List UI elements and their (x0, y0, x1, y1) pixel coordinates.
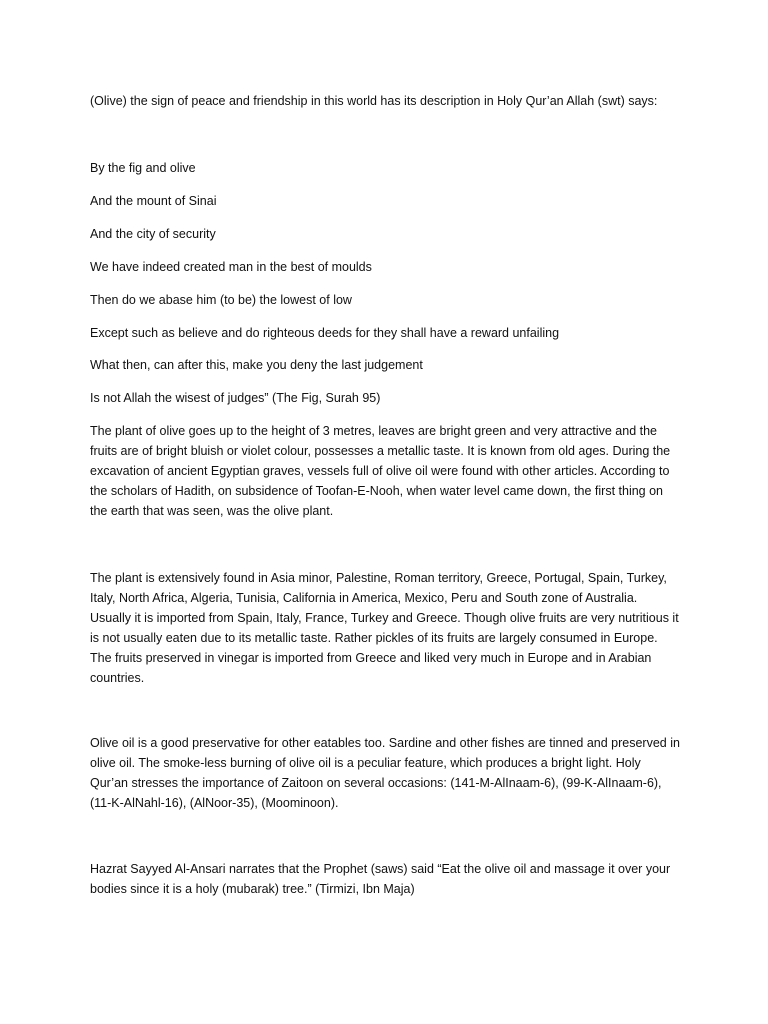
paragraph-olive-oil: Olive oil is a good preservative for other eatables too. Sardine and other fishes are tinned and preserved in olive oil. The smoke-less burning of olive oil is a peculiar feature, which produces a bright light. Holy Qur’an stresses the importance of Zaitoon on several occasions: (141-M-AlInaam-6), (99-K-AlInaam-6), (11-K-AlNahl-16), (AlNoor-35), (Moominoon). (90, 736, 680, 810)
verse-line-1: By the fig and olive (90, 161, 196, 175)
verse-line-8: Is not Allah the wisest of judges” (The Fig, Surah 95) (90, 391, 381, 405)
verse-line-2: And the mount of Sinai (90, 194, 217, 208)
verse-line-4: We have indeed created man in the best of moulds (90, 260, 372, 274)
paragraph-distribution: The plant is extensively found in Asia minor, Palestine, Roman territory, Greece, Portugal, Spain, Turkey, Italy, North Africa, Algeria, Tunisia, California in America, Mexico, Peru and South zone of Australia. Usually it is imported from Spain, Italy, France, Turkey and Greece. Though olive fruits are very nutritious it is not usually eaten due to its metallic taste. Rather pickles of its fruits are largely consumed in Europe. The fruits preserved in vinegar is imported from Greece and liked very much in Europe and in Arabian countries. (90, 571, 679, 685)
verse-line-5: Then do we abase him (to be) the lowest of low (90, 293, 352, 307)
paragraph-hadith: Hazrat Sayyed Al-Ansari narrates that the Prophet (saws) said “Eat the olive oil and massage it over your bodies since it is a holy (mubarak) tree.” (Tirmizi, Ibn Maja) (90, 862, 671, 896)
verse-line-6: Except such as believe and do righteous deeds for they shall have a reward unfailing (90, 326, 560, 340)
intro-line: (Olive) the sign of peace and friendship in this world has its description in Holy Qur’an Allah (swt) says: (90, 94, 658, 108)
verse-line-3: And the city of security (90, 227, 216, 241)
verse-line-7: What then, can after this, make you deny the last judgement (90, 358, 423, 372)
paragraph-olive-plant: The plant of olive goes up to the height of 3 metres, leaves are bright green and very attractive and the fruits are of bright bluish or violet colour, possesses a metallic taste. It is known from old ages. During the excavation of ancient Egyptian graves, vessels full of olive oil were found with other articles. According to the scholars of Hadith, on subsidence of Toofan-E-Nooh, when water level came down, the first thing on the earth that was seen, was the olive plant. (90, 424, 671, 518)
